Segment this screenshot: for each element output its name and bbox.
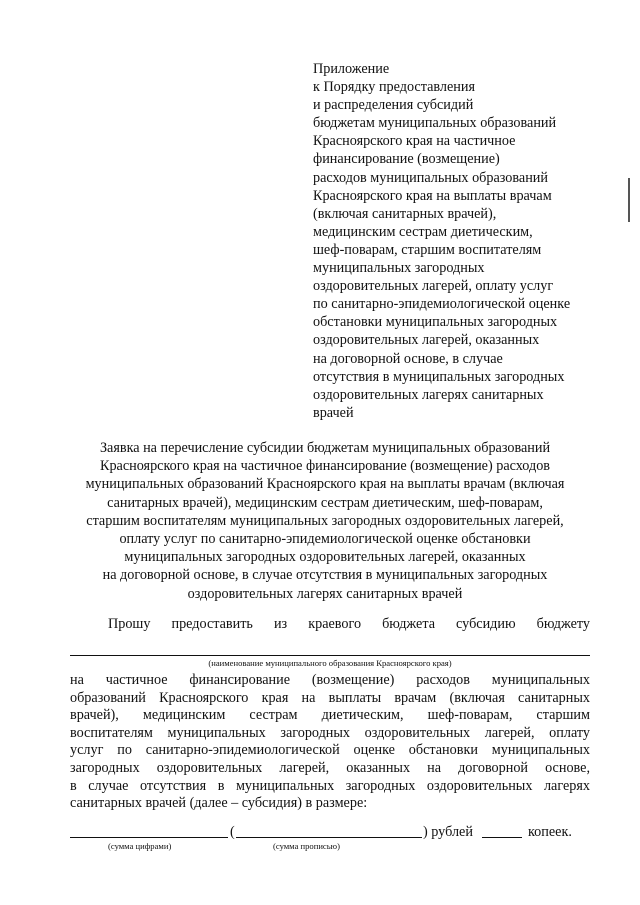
appendix-line: врачей [313,404,354,421]
appendix-line: оздоровительных лагерей, оказанных [313,332,540,349]
appendix-line: оздоровительных лагерей, оплату услуг [313,278,554,295]
kopecks-label: копеек. [528,823,572,840]
title-line: на договорной основе, в случае отсутствия в муниципальных загородных [102,567,548,584]
appendix-line: финансирование (возмещение) [313,151,500,168]
document-title [40,439,610,603]
appendix-line: на договорной основе, в случае [313,350,503,367]
sum-digits-caption: (сумма цифрами) [108,840,172,851]
appendix-line: (включая санитарных врачей), [313,205,497,222]
municipality-name-field[interactable] [70,655,590,656]
title-line: оплату услуг по санитарно-эпидемиологической оценке обстановки [119,531,531,548]
body-line: воспитателям муниципальных загородных оздоровительных лагерей, оплату [70,724,590,741]
title-line: старшим воспитателям муниципальных загородных оздоровительных лагерей, [86,512,564,529]
request-word: бюджета [382,616,435,632]
title-line: Заявка на перечисление субсидии бюджетам муниципальных образований [99,440,551,456]
body-line: услуг по санитарно-эпидемиологической оценке обстановки муниципальных [70,742,590,759]
sum-captions [70,841,590,853]
request-word: краевого [308,616,362,632]
body-line: в случае отсутствия в муниципальных загородных оздоровительных лагерях [70,777,590,794]
body-line: образований Красноярского края на выплаты врачам (включая санитарных [70,689,590,706]
request-word: предоставить [171,616,253,632]
appendix-line: расходов муниципальных образований [313,169,548,186]
title-line: оздоровительных лагерях санитарных врачей [187,585,463,602]
request-section [70,615,590,853]
appendix-line: Красноярского края на частичное [313,133,516,150]
appendix-line: и распределения субсидий [313,97,474,114]
appendix-line: Красноярского края на выплаты врачам [313,187,552,204]
appendix-line: оздоровительных лагерях санитарных [313,386,544,403]
title-line: Красноярского края на частичное финансирование (возмещение) расходов [99,458,550,475]
sum-words-caption: (сумма прописью) [273,840,340,851]
body-line: загородных оздоровительных лагерей, оказанных на договорной основе, [70,759,590,776]
sum-row [70,823,590,841]
open-paren: ( [230,823,235,840]
scan-edge-mark [628,178,630,222]
rubles-label: ) рублей [423,823,473,840]
sum-words-field[interactable] [236,823,422,838]
appendix-line: отсутствия в муниципальных загородных [313,368,565,385]
request-body [70,672,590,813]
municipality-caption: (наименование муниципального образования Красноярского края) [208,658,452,668]
appendix-line: бюджетам муниципальных образований [313,115,557,132]
request-word: бюджету [536,616,590,632]
title-line: санитарных врачей), медицинским сестрам диетическим, шеф-поварам, [107,494,543,511]
appendix-line: Приложение [313,61,390,77]
sum-digits-field[interactable] [70,823,228,838]
body-line: санитарных врачей (далее – субсидия) в размере: [70,795,368,812]
kopecks-field[interactable] [482,823,522,838]
appendix-line: по санитарно-эпидемиологической оценке [313,296,571,313]
appendix-line: муниципальных загородных [313,260,485,277]
request-first-line [70,615,590,633]
appendix-line: медицинским сестрам диетическим, [313,223,533,240]
request-word: Прошу [108,616,151,632]
appendix-heading [313,60,613,422]
body-line: на частичное финансирование (возмещение) расходов муниципальных [70,672,590,688]
appendix-line: обстановки муниципальных загородных [313,314,558,331]
title-line: муниципальных загородных оздоровительных лагерей, оказанных [124,549,526,566]
appendix-line: шеф-поварам, старшим воспитателям [313,241,542,258]
request-word: субсидию [456,616,516,632]
body-line: врачей), медицинским сестрам диетическим, шеф-поварам, старшим [70,707,590,724]
title-line: муниципальных образований Красноярского края на выплаты врачам (включая [85,476,565,493]
appendix-line: к Порядку предоставления [313,79,475,96]
request-word: из [273,616,288,632]
